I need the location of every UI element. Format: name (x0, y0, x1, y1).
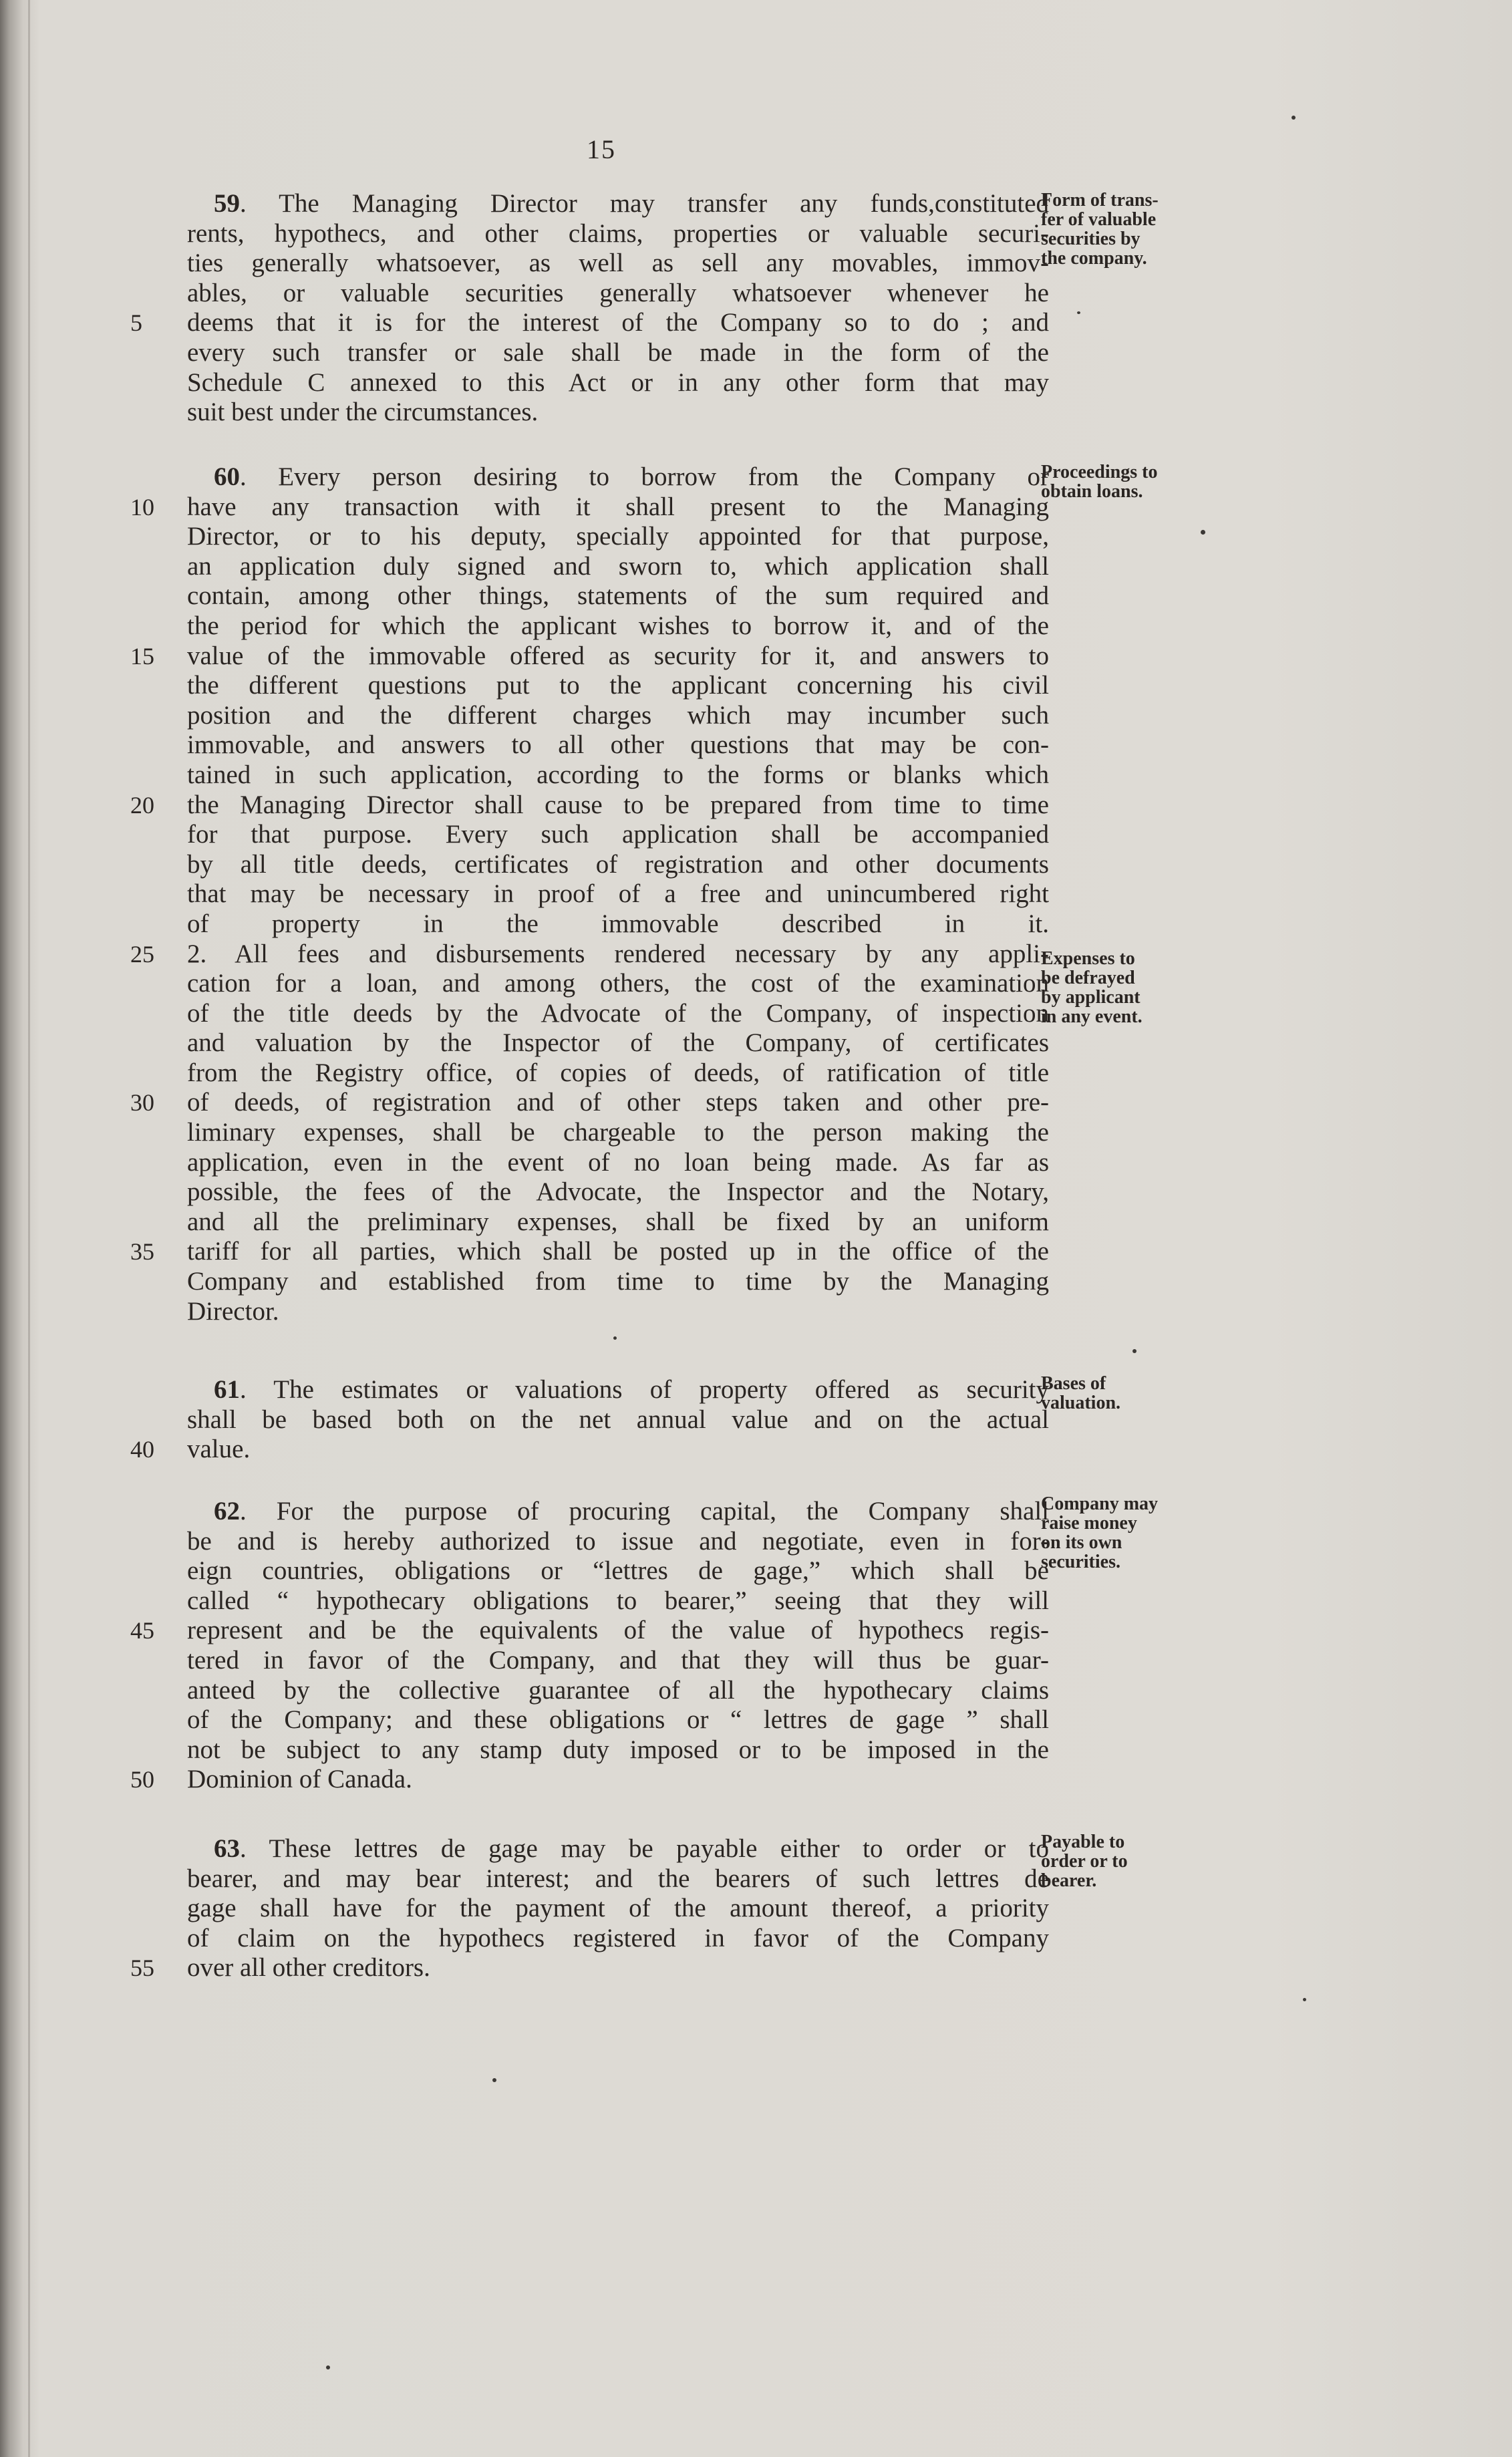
line-text: possible, the fees of the Advocate, the Inspector and the Notary, (187, 1177, 1049, 1207)
margin-note-line: Bases of (1041, 1373, 1106, 1394)
scan-speck (613, 1336, 617, 1340)
line-text: every such transfer or sale shall be made in the form of the (187, 337, 1049, 367)
text-line: 62. For the purpose of procuring capital, the Company shall (214, 1497, 1050, 1526)
text-line (187, 522, 1049, 552)
margin-note-line: obtain loans. (1041, 481, 1143, 502)
line-text: Dominion of Canada. (187, 1765, 412, 1794)
line-text: tered in favor of the Company, and that they will thus be guar- (187, 1645, 1049, 1675)
binding-edge (28, 0, 30, 2457)
line-number: 20 (130, 791, 154, 819)
section-number: 61 (214, 1375, 240, 1404)
line-text: 2. All fees and disbursements rendered necessary by any appli- (187, 939, 1049, 968)
text-line (187, 879, 1049, 909)
scan-speck (1303, 1998, 1306, 2001)
scan-speck (492, 2078, 496, 2082)
text-line (187, 969, 1049, 999)
line-text: liminary expenses, shall be chargeable to the person making the (187, 1118, 1049, 1147)
line-text: ties generally whatsoever, as well as sell any movables, immov- (187, 249, 1049, 278)
text-line (187, 671, 1049, 701)
line-text: gage shall have for the payment of the amount thereof, a priority (187, 1894, 1049, 1923)
line-text: The Managing Director may transfer any funds,constituted (279, 189, 1049, 218)
text-line (187, 368, 1049, 398)
section-61 (130, 1375, 1049, 1465)
text-line (130, 641, 1049, 672)
line-number: 15 (130, 642, 154, 670)
text-line (130, 1616, 1049, 1646)
margin-note-line: Expenses to (1041, 948, 1135, 969)
line-text: have any transaction with it shall present to the Managing (187, 492, 1049, 521)
section-number: 62 (214, 1497, 240, 1526)
line-text: value of the immovable offered as security for it, and answers to (187, 641, 1049, 670)
text-line: 63. These lettres de gage may be payable either to order or to (214, 1834, 1049, 1863)
line-text: of deeds, of registration and of other steps taken and other pre- (187, 1088, 1049, 1117)
section-number: 60 (214, 462, 240, 491)
text-line (187, 730, 1049, 760)
text-line (187, 279, 1049, 309)
line-text: contain, among other things, statements of the sum required and (187, 581, 1049, 611)
text-line (187, 1705, 1049, 1735)
line-text: cation for a loan, and among others, the cost of the examination (187, 969, 1049, 998)
text-line (187, 1058, 1049, 1089)
line-number: 55 (130, 1955, 154, 1982)
line-text: rents, hypothecs, and other claims, properties or valuable securi- (187, 219, 1049, 248)
line-text: and valuation by the Inspector of the Company, of certificates (187, 1028, 1049, 1058)
line-text: from the Registry office, of copies of deeds, of ratification of title (187, 1058, 1049, 1087)
line-text: Company and established from time to time by the Managing (187, 1267, 1049, 1296)
text-line (187, 1405, 1049, 1435)
text-line (130, 1088, 1049, 1118)
text-line (187, 1177, 1049, 1207)
line-text: the period for which the applicant wishes to borrow it, and of the (187, 611, 1049, 640)
line-text: the different questions put to the applicant concerning his civil (187, 671, 1049, 700)
line-text: immovable, and answers to all other questions that may be con- (187, 730, 1049, 760)
margin-note-line: fer of valuable (1041, 209, 1157, 230)
margin-note-line: Form of trans- (1041, 190, 1159, 210)
margin-note-line: the company. (1041, 248, 1147, 269)
line-text: of the title deeds by the Advocate of the Company, of inspection (187, 998, 1049, 1028)
text-line: 59. The Managing Director may transfer any funds,constituted (214, 189, 1049, 218)
text-line (187, 1148, 1049, 1178)
line-text: Director, or to his deputy, specially appointed for that purpose, (187, 522, 1049, 551)
line-text: For the purpose of procuring capital, the Company shall (276, 1497, 1050, 1526)
section-number: 59 (214, 189, 240, 218)
text-line (187, 249, 1049, 279)
line-text: deems that it is for the interest of the Company so to do ; and (187, 308, 1049, 337)
line-text: the Managing Director shall cause to be prepared from time to time (187, 790, 1049, 819)
text-line (130, 1435, 1049, 1465)
margin-note-line: be defrayed (1041, 968, 1135, 988)
line-text: tariff for all parties, which shall be posted up in the office of the (187, 1237, 1049, 1266)
text-line (187, 1864, 1049, 1894)
margin-note-proceedings-loans (1041, 462, 1195, 501)
line-number: 30 (130, 1089, 154, 1117)
margin-note-line: securities. (1041, 1552, 1120, 1572)
line-text: suit best under the circumstances. (187, 398, 539, 427)
line-text: These lettres de gage may be payable either to order or to (269, 1834, 1049, 1863)
margin-note-transfer-securities (1041, 190, 1195, 268)
section-60 (130, 462, 1049, 1326)
margin-note-line: raise money (1041, 1513, 1137, 1534)
margin-note-line: Proceedings to (1041, 462, 1158, 482)
text-line (187, 999, 1049, 1029)
line-text: by all title deeds, certificates of registration and other documents (187, 849, 1049, 879)
margin-note-valuation (1041, 1374, 1195, 1413)
line-text: of the Company; and these obligations or “ lettres de gage ” shall (187, 1705, 1049, 1735)
text-line (130, 1237, 1049, 1267)
text-line (187, 701, 1049, 731)
line-number: 40 (130, 1436, 154, 1463)
text-line (187, 338, 1049, 368)
text-line (187, 1586, 1049, 1616)
line-text: The estimates or valuations of property offered as security (273, 1375, 1049, 1404)
scan-speck (1077, 311, 1080, 314)
text-line (187, 1646, 1049, 1676)
line-text: that may be necessary in proof of a free and unincumbered right (187, 879, 1049, 909)
scan-speck (1292, 116, 1296, 120)
margin-note-line: order or to (1041, 1851, 1128, 1872)
line-number: 35 (130, 1238, 154, 1266)
line-text: and all the preliminary expenses, shall be fixed by an uniform (187, 1207, 1049, 1236)
line-text: Director. (187, 1296, 279, 1326)
margin-note-line: bearer. (1041, 1870, 1097, 1891)
text-line (130, 492, 1049, 523)
text-line (130, 1953, 1049, 1983)
text-line (187, 611, 1049, 641)
text-line (187, 1556, 1049, 1586)
section-62 (130, 1497, 1050, 1795)
line-text: of property in the immovable described in it. (187, 909, 1049, 938)
line-text: application, even in the event of no loan being made. As far as (187, 1147, 1049, 1177)
margin-note-line: Company may (1041, 1493, 1159, 1514)
line-number: 25 (130, 940, 154, 968)
section-63 (130, 1834, 1049, 1983)
margin-note-line: Payable to (1041, 1832, 1125, 1852)
line-number: 5 (130, 309, 142, 337)
text-line (187, 219, 1049, 249)
line-text: eign countries, obligations or “lettres de gage,” which shall be (187, 1556, 1049, 1586)
text-line: 61. The estimates or valuations of property offered as security (214, 1375, 1049, 1404)
line-text: anteed by the collective guarantee of all the hypothecary claims (187, 1675, 1049, 1705)
line-text: over all other creditors. (187, 1953, 430, 1983)
margin-note-raise-money (1041, 1494, 1195, 1572)
line-text: of claim on the hypothecs registered in favor of the Company (187, 1923, 1049, 1953)
margin-note-line: on its own (1041, 1532, 1122, 1553)
text-line (187, 850, 1049, 880)
text-line (187, 760, 1049, 790)
scan-speck (1132, 1349, 1137, 1353)
margin-note-line: in any event. (1041, 1006, 1143, 1027)
text-line (130, 790, 1049, 821)
text-line (187, 581, 1049, 611)
scan-speck (326, 2365, 330, 2369)
line-text: value. (187, 1435, 251, 1464)
line-text: represent and be the equivalents of the value of hypothecs regis- (187, 1616, 1049, 1645)
text-line (187, 1924, 1049, 1954)
section-number: 63 (214, 1834, 240, 1863)
line-text: called “ hypothecary obligations to bearer,” seeing that they will (187, 1586, 1049, 1615)
line-text: bearer, and may bear interest; and the bearers of such lettres de (187, 1864, 1049, 1893)
text-line (187, 1894, 1049, 1924)
margin-note-line: by applicant (1041, 987, 1141, 1008)
line-number: 50 (130, 1766, 154, 1793)
margin-note-payable (1041, 1832, 1195, 1890)
text-line (130, 939, 1049, 970)
line-text: tained in such application, according to the forms or blanks which (187, 760, 1049, 789)
text-line (187, 1267, 1049, 1297)
margin-note-line: securities by (1041, 229, 1141, 249)
margin-note-line: valuation. (1041, 1393, 1121, 1413)
section-59 (130, 189, 1049, 428)
text-line (187, 820, 1049, 850)
text-line (187, 1118, 1049, 1148)
text-line (187, 1527, 1049, 1557)
line-text: Schedule C annexed to this Act or in any other form that may (187, 368, 1049, 397)
text-line: 60. Every person desiring to borrow from the Company or (214, 462, 1049, 491)
line-text: ables, or valuable securities generally whatsoever whenever he (187, 278, 1049, 307)
text-line (187, 1028, 1049, 1058)
line-text: position and the different charges which may incumber such (187, 700, 1049, 730)
text-line (187, 909, 1049, 940)
text-line (187, 1207, 1049, 1238)
margin-note-expenses (1041, 949, 1195, 1026)
text-line (130, 308, 1049, 338)
line-text: be and is hereby authorized to issue and negotiate, even in for- (187, 1526, 1049, 1556)
line-number: 10 (130, 493, 154, 521)
text-line (187, 552, 1049, 582)
text-line (187, 1297, 1049, 1327)
line-text: an application duly signed and sworn to, which application shall (187, 551, 1049, 581)
line-text: for that purpose. Every such application shall be accompanied (187, 820, 1049, 849)
line-text: shall be based both on the net annual value and on the actual (187, 1405, 1049, 1434)
text-line (187, 1735, 1049, 1765)
line-number: 45 (130, 1617, 154, 1644)
line-text: Every person desiring to borrow from the Company or (278, 462, 1049, 491)
text-line (187, 398, 1049, 428)
scan-speck (1201, 530, 1205, 535)
text-line (130, 1765, 1049, 1795)
text-line (187, 1676, 1049, 1706)
line-text: not be subject to any stamp duty imposed or to be imposed in the (187, 1735, 1049, 1764)
page-number: 15 (587, 134, 616, 164)
